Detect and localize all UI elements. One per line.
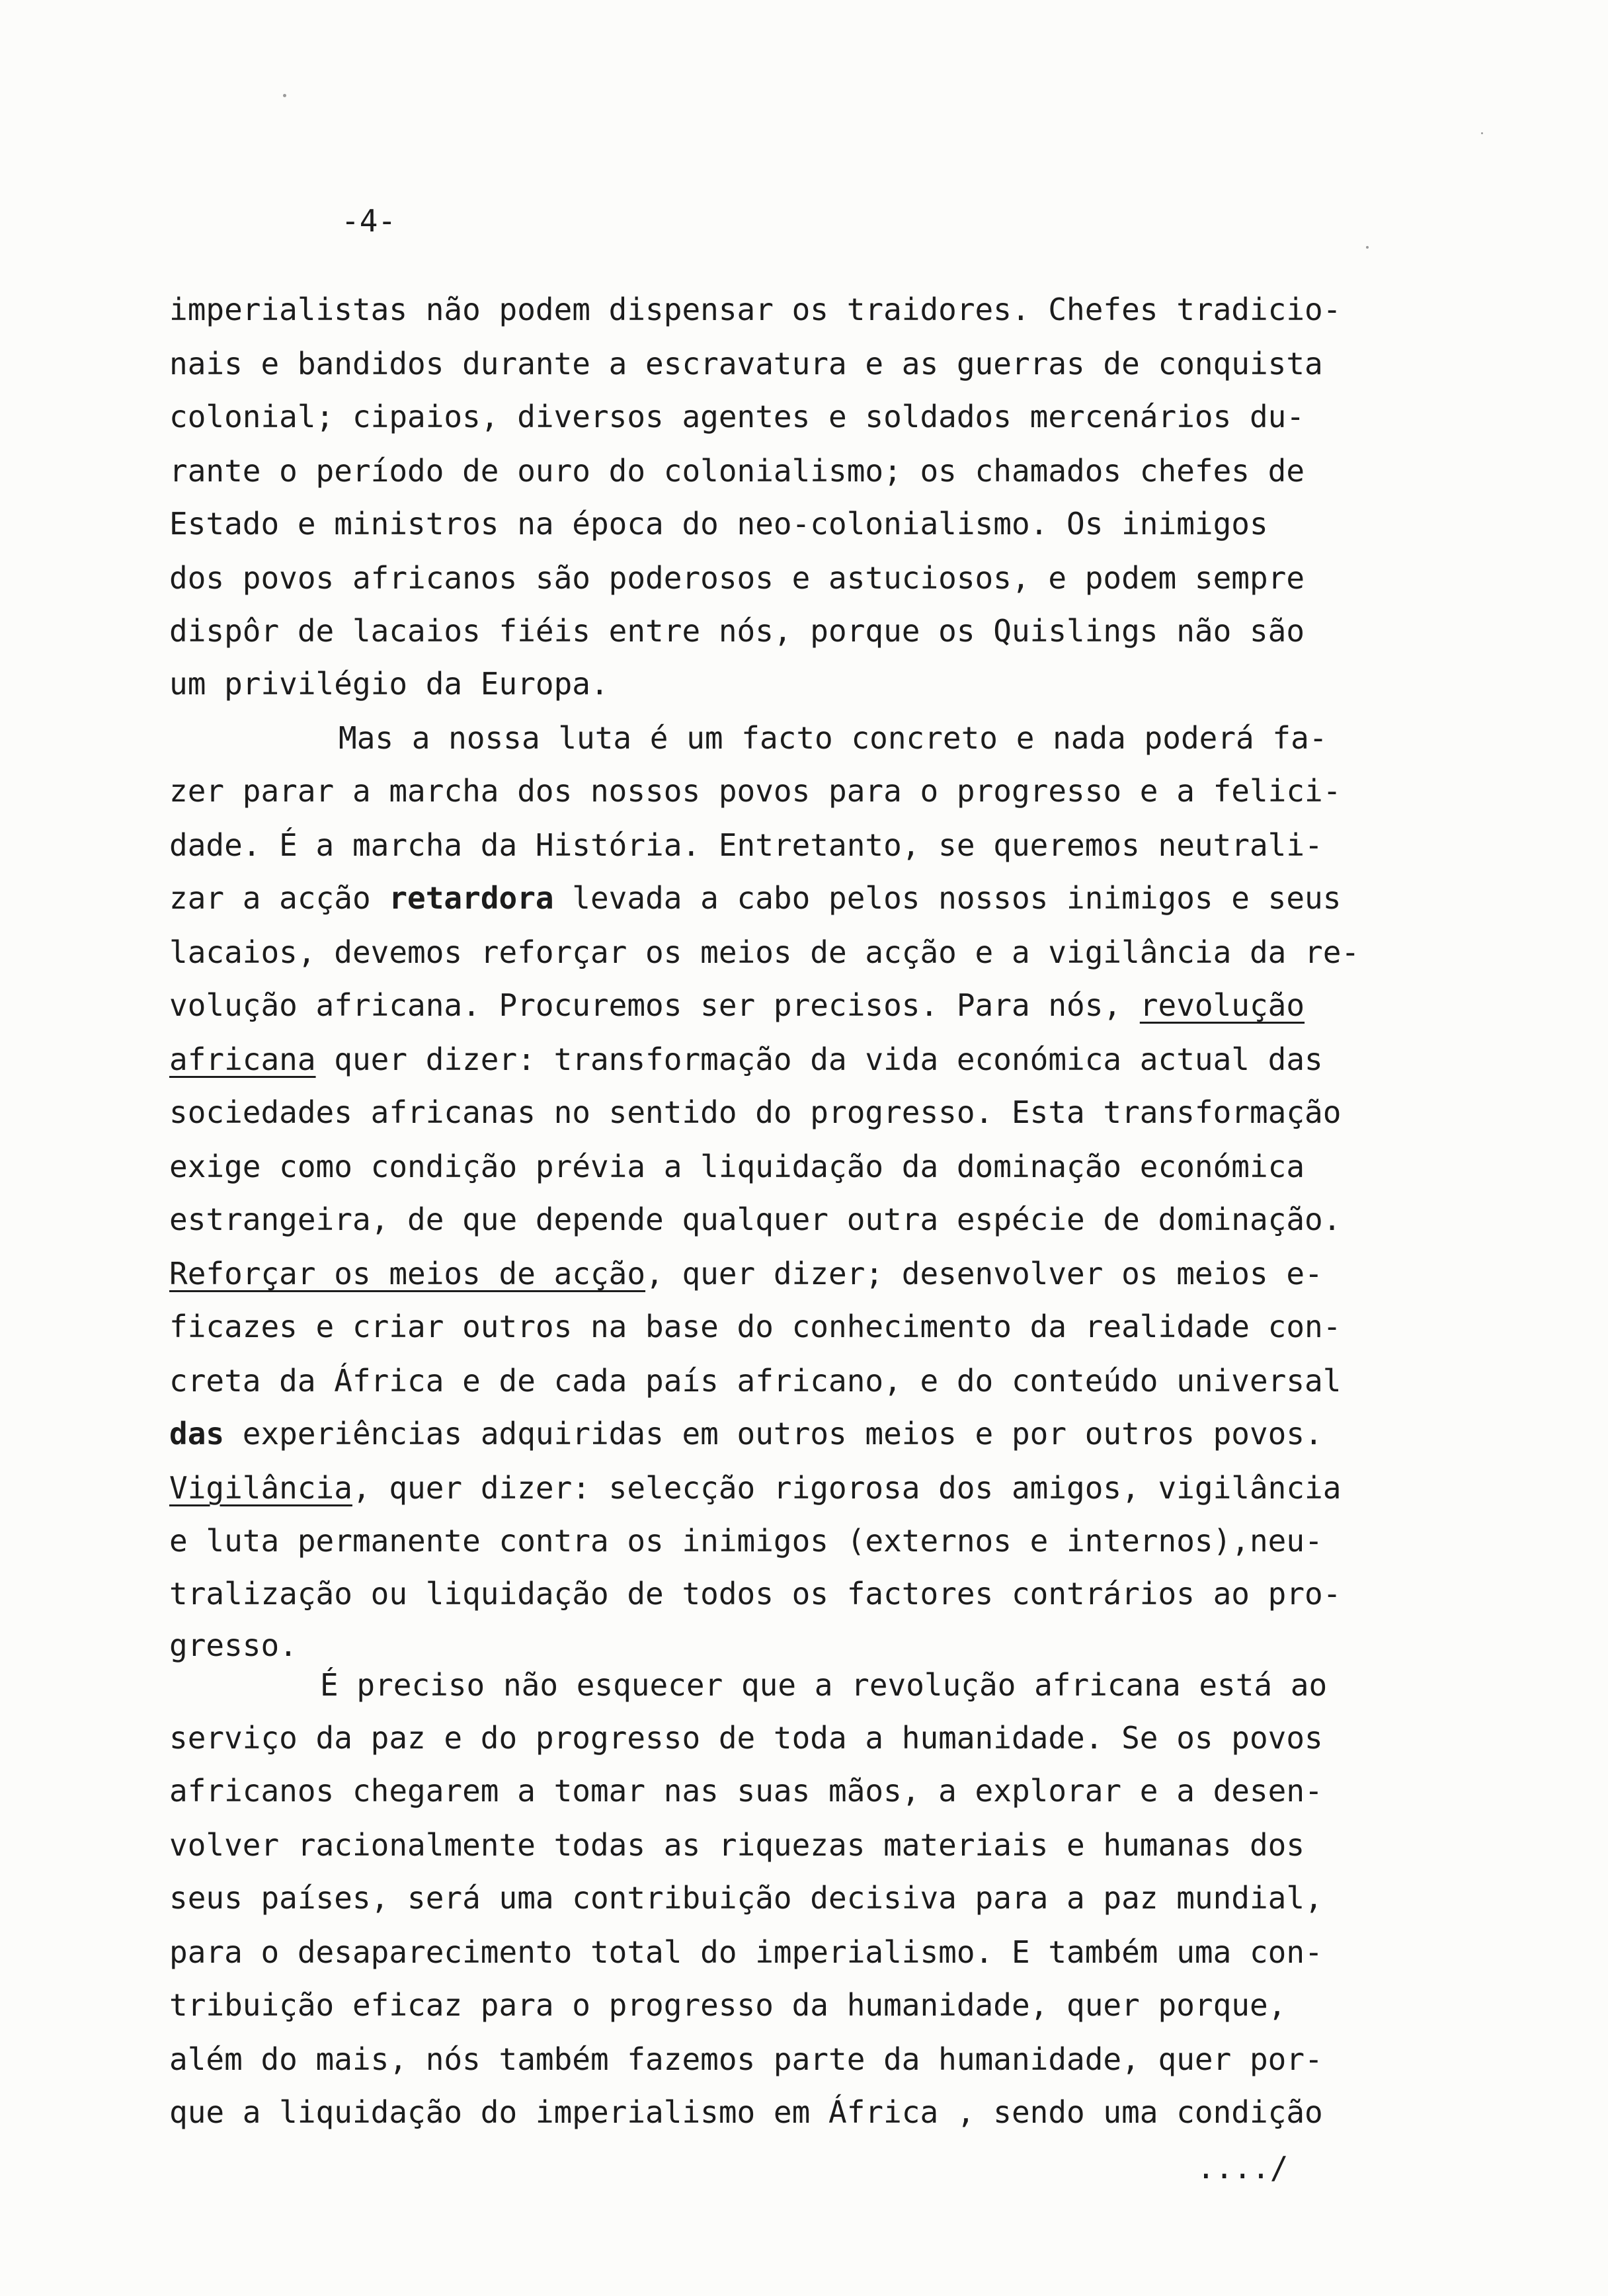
text-line: volver racionalmente todas as riquezas materiais e humanas dos [169, 1827, 1305, 1863]
text-line: Vigilância, quer dizer: selecção rigorosa dos amigos, vigilância [169, 1470, 1342, 1506]
scan-speck [1481, 132, 1483, 134]
text-line: Mas a nossa luta é um facto concreto e nada poderá fa- [339, 720, 1328, 756]
text-line: sociedades africanas no sentido do progresso. Esta transformação [169, 1094, 1342, 1130]
text-line: um privilégio da Europa. [169, 666, 609, 702]
scan-speck [1366, 246, 1369, 249]
text-line: zer parar a marcha dos nossos povos para o progresso e a felici- [169, 773, 1342, 809]
text-line: Reforçar os meios de acção, quer dizer; desenvolver os meios e- [169, 1256, 1323, 1292]
text-line: para o desaparecimento total do imperialismo. E também uma con- [169, 1934, 1323, 1970]
underlined-term: Vigilância [169, 1470, 352, 1506]
underlined-term: revolução [1139, 987, 1305, 1023]
text-line: estrangeira, de que depende qualquer outra espécie de dominação. [169, 1202, 1342, 1237]
text-line: exige como condição prévia a liquidação da dominação económica [169, 1149, 1305, 1184]
text-line: além do mais, nós também fazemos parte da humanidade, quer por- [169, 2041, 1323, 2077]
continuation-mark: ..../ [1197, 2150, 1289, 2186]
text-line: africanos chegarem a tomar nas suas mãos, a explorar e a desen- [169, 1773, 1323, 1809]
text-line: colonial; cipaios, diversos agentes e soldados mercenários du- [169, 399, 1305, 434]
text-line: imperialistas não podem dispensar os traidores. Chefes tradicio- [169, 292, 1342, 327]
text-line: das experiências adquiridas em outros meios e por outros povos. [169, 1416, 1323, 1452]
text-line: e luta permanente contra os inimigos (externos e internos),neu- [169, 1523, 1323, 1559]
text-line: dos povos africanos são poderosos e astuciosos, e podem sempre [169, 560, 1305, 596]
text-line: nais e bandidos durante a escravatura e as guerras de conquista [169, 346, 1323, 382]
text-line: que a liquidação do imperialismo em África , sendo uma condição [169, 2094, 1323, 2130]
text-line: lacaios, devemos reforçar os meios de acção e a vigilância da re- [169, 934, 1360, 970]
text-line: tralização ou liquidação de todos os factores contrários ao pro- [169, 1576, 1342, 1612]
text-line: tribuição eficaz para o progresso da humanidade, quer porque, [169, 1987, 1287, 2023]
underlined-term: Reforçar os meios de acção [169, 1256, 646, 1292]
text-line: rante o período de ouro do colonialismo; os chamados chefes de [169, 453, 1305, 489]
text-line: serviço da paz e do progresso de toda a humanidade. Se os povos [169, 1720, 1323, 1756]
text-line: Estado e ministros na época do neo-colonialismo. Os inimigos [169, 506, 1268, 542]
scan-speck [283, 94, 286, 97]
text-line: gresso. [169, 1627, 298, 1663]
text-line: volução africana. Procuremos ser precisos. Para nós, revolução [169, 987, 1305, 1023]
text-line: É preciso não esquecer que a revolução africana está ao [320, 1667, 1328, 1703]
text-line: creta da África e de cada país africano, e do conteúdo universal [169, 1363, 1342, 1399]
page-number: -4- [341, 203, 397, 239]
text-line: dade. É a marcha da História. Entretanto, se queremos neutrali- [169, 827, 1323, 863]
text-line: dispôr de lacaios fiéis entre nós, porque os Quislings não são [169, 613, 1305, 649]
underlined-term: africana [169, 1042, 316, 1077]
text-line: zar a acção retardora levada a cabo pelos nossos inimigos e seus [169, 880, 1342, 916]
text-line: seus países, será uma contribuição decisiva para a paz mundial, [169, 1880, 1323, 1916]
text-line: ficazes e criar outros na base do conhecimento da realidade con- [169, 1309, 1342, 1344]
text-line: africana quer dizer: transformação da vida económica actual das [169, 1042, 1323, 1077]
